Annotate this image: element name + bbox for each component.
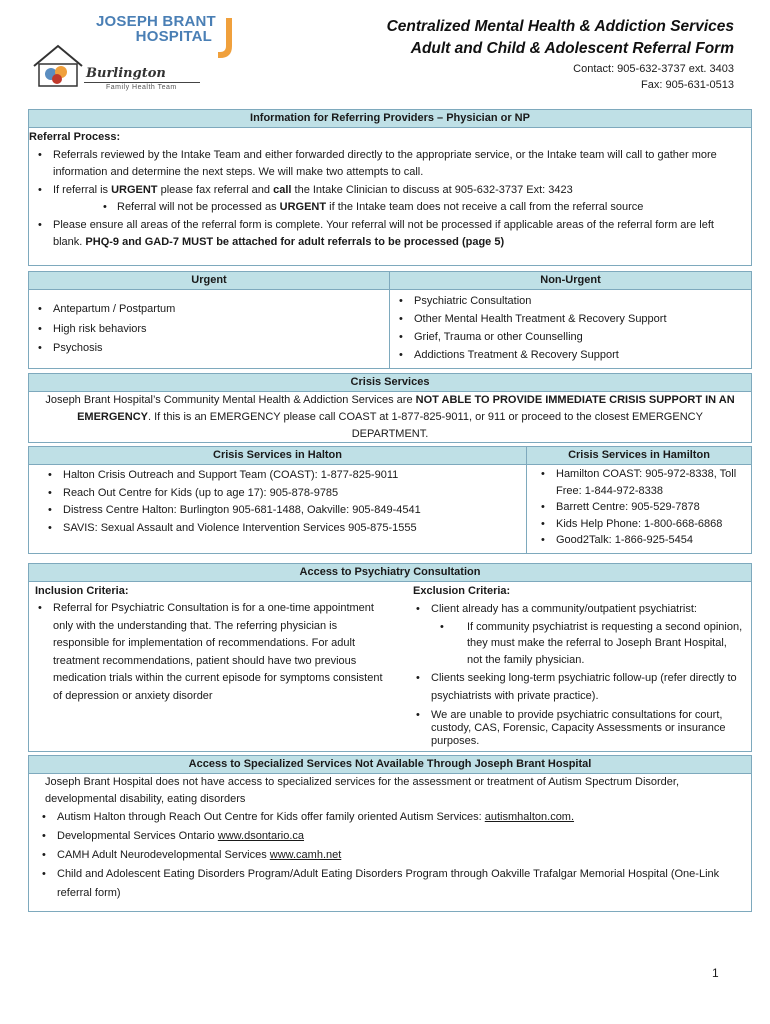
list-item: • Autism Halton through Reach Out Centre for Kids offer family oriented Autism Services: autismhalton.com.: [33, 808, 749, 827]
inclusion-column: [29, 582, 407, 752]
list-item: • Referral will not be processed as URGENT if the Intake team does not receive a call from the referral source: [29, 199, 743, 217]
house-hearts-icon: [30, 44, 86, 90]
camh-link[interactable]: www.camh.net: [269, 849, 342, 861]
contact-phone: Contact: 905-632-3737 ext. 3403: [573, 63, 734, 75]
list-item: • Please ensure all areas of the referral form is complete. Your referral will not be processed if applicable areas of the referral form are left blank. PHQ-9 and GAD-7 MUST be attached for adult referrals to be processed (page 5): [29, 217, 743, 252]
form-title: [387, 16, 734, 60]
list-item: • SAVIS: Sexual Assault and Violence Intervention Services 905-875-1555: [39, 520, 526, 538]
section-heading: Information for Referring Providers – Physician or NP: [29, 110, 751, 128]
list-item: • If community psychiatrist is requesting a second opinion, they must make the referral to Joseph Brant Hospital, not the family physician.: [431, 619, 743, 669]
inclusion-list: [29, 600, 407, 705]
autism-halton-link[interactable]: autismhalton.com.: [484, 811, 575, 823]
form-title-line2: Adult and Child & Adolescent Referral Form: [410, 40, 734, 57]
list-item: • Kids Help Phone: 1-800-668-6868: [532, 516, 745, 533]
list-item: • Client already has a community/outpatient psychiatrist: • If community psychiatrist is requesting a second opinion, they must make the referral to Joseph Brant Hospital, not the family physician.: [407, 601, 743, 668]
list-item: • Developmental Services Ontario www.dsontario.ca: [33, 827, 749, 846]
hamilton-list: [527, 465, 751, 549]
hamilton-column: [526, 447, 751, 553]
list-item: • Grief, Trauma or other Counselling: [390, 328, 751, 346]
crisis-heading: Crisis Services: [29, 374, 751, 392]
fht-logo-sub: Family Health Team: [106, 84, 177, 91]
hamilton-heading: Crisis Services in Hamilton: [527, 447, 751, 465]
dsontario-link[interactable]: www.dsontario.ca: [217, 830, 305, 842]
list-item: • Barrett Centre: 905-529-7878: [532, 499, 745, 516]
referral-process-list: [29, 147, 743, 200]
exclusion-column: [407, 582, 751, 752]
referral-process: [29, 129, 751, 252]
page-number: 1: [712, 966, 719, 980]
psychiatry-heading: Access to Psychiatry Consultation: [29, 564, 751, 582]
nonurgent-list: [390, 290, 751, 364]
list-item: • Referral for Psychiatric Consultation is for a one-time appointment only with the understanding that. The referring physician is responsible for implementation of recommendations. For adult treatment recommendations, patient should have two previous medication trials within the current episode for symptoms consistent of depression or anxiety disorder: [29, 600, 393, 705]
urgent-column: [29, 272, 389, 368]
psychiatry-section: [28, 563, 752, 752]
specialized-intro: Joseph Brant Hospital does not have access to specialized services for the assessment or treatment of Autism Spectrum Disorder, developmental disability, eating disorders: [45, 776, 680, 805]
halton-heading: Crisis Services in Halton: [29, 447, 526, 465]
list-item: • Distress Centre Halton: Burlington 905-681-1488, Oakville: 905-849-4541: [39, 502, 526, 520]
list-item: • Addictions Treatment & Recovery Support: [390, 346, 751, 364]
list-item: • We are unable to provide psychiatric consultations for court, custody, CAS, Forensic, Capacity Assessments or insurance purposes.: [407, 709, 743, 748]
list-item: • Reach Out Centre for Kids (up to age 17): 905-878-9785: [39, 485, 526, 503]
urgent-heading: Urgent: [29, 272, 389, 290]
list-item: • Antepartum / Postpartum: [29, 300, 389, 320]
list-item: • Psychiatric Consultation: [390, 292, 751, 310]
fht-logo-rule: [84, 82, 200, 83]
list-item: • Halton Crisis Outreach and Support Team (COAST): 1-877-825-9011: [39, 467, 526, 485]
exclusion-heading: Exclusion Criteria:: [413, 585, 511, 597]
specialized-list: [29, 808, 751, 903]
crisis-text: Joseph Brant Hospital’s Community Mental Health & Addiction Services are NOT ABLE TO PROVIDE IMMEDIATE CRISIS SUPPORT IN AN EMERGENCY. If this is an EMERGENCY please call COAST at 1-877-825-9011, or 911 or proceed to the closest EMERGENCY DEPARTMENT.: [45, 394, 735, 440]
referral-sub-list: [29, 199, 743, 217]
hospital-j-mark-icon: [216, 16, 236, 60]
urgency-section: [28, 271, 752, 369]
exclusion-list: [407, 601, 751, 748]
hospital-logo-line2: HOSPITAL: [135, 28, 212, 45]
nonurgent-heading: Non-Urgent: [390, 272, 751, 290]
list-item: • Psychosis: [29, 339, 389, 359]
hospital-logo-text: [96, 14, 218, 44]
exclusion-sub-list: [431, 619, 743, 669]
referring-providers-section: [28, 109, 752, 266]
list-item: • Clients seeking long-term psychiatric follow-up (refer directly to psychiatrists with private practice).: [407, 670, 743, 705]
list-item: • Other Mental Health Treatment & Recovery Support: [390, 310, 751, 328]
contact-info: [573, 61, 734, 93]
crisis-regions-section: [28, 446, 752, 554]
referral-process-list-2: [29, 217, 743, 252]
list-item: • High risk behaviors: [29, 320, 389, 340]
crisis-services-section: [28, 373, 752, 443]
specialized-heading: Access to Specialized Services Not Available Through Joseph Brant Hospital: [29, 756, 751, 774]
list-item: • CAMH Adult Neurodevelopmental Services www.camh.net: [33, 846, 749, 865]
nonurgent-column: [389, 272, 751, 368]
family-health-team-logo: [30, 44, 180, 96]
form-title-line1: Centralized Mental Health & Addiction Services: [386, 18, 734, 35]
fht-logo-name: Burlington: [86, 66, 166, 81]
list-item: • Hamilton COAST: 905-972-8338, Toll Free: 1-844-972-8338: [532, 466, 745, 499]
halton-list: [29, 465, 526, 537]
list-item: • Child and Adolescent Eating Disorders Program/Adult Eating Disorders Program through Oakville Trafalgar Memorial Hospital (One-Link referral form): [33, 865, 749, 903]
halton-column: [29, 447, 526, 553]
hospital-logo-line1: JOSEPH BRANT: [96, 13, 216, 30]
specialized-services-section: [28, 755, 752, 912]
list-item: • Referrals reviewed by the Intake Team and either forwarded directly to the appropriate service, or the Intake team will call to gather more information and determine the next steps. We will make two attempts to call.: [29, 147, 743, 182]
list-item: • Good2Talk: 1-866-925-5454: [532, 532, 745, 549]
list-item: • If referral is URGENT please fax referral and call the Intake Clinician to discuss at 905-632-3737 Ext: 3423: [29, 182, 743, 200]
urgent-list: [29, 290, 389, 359]
contact-fax: Fax: 905-631-0513: [641, 79, 734, 91]
referral-process-label: Referral Process:: [29, 131, 121, 143]
inclusion-heading: Inclusion Criteria:: [35, 585, 129, 597]
